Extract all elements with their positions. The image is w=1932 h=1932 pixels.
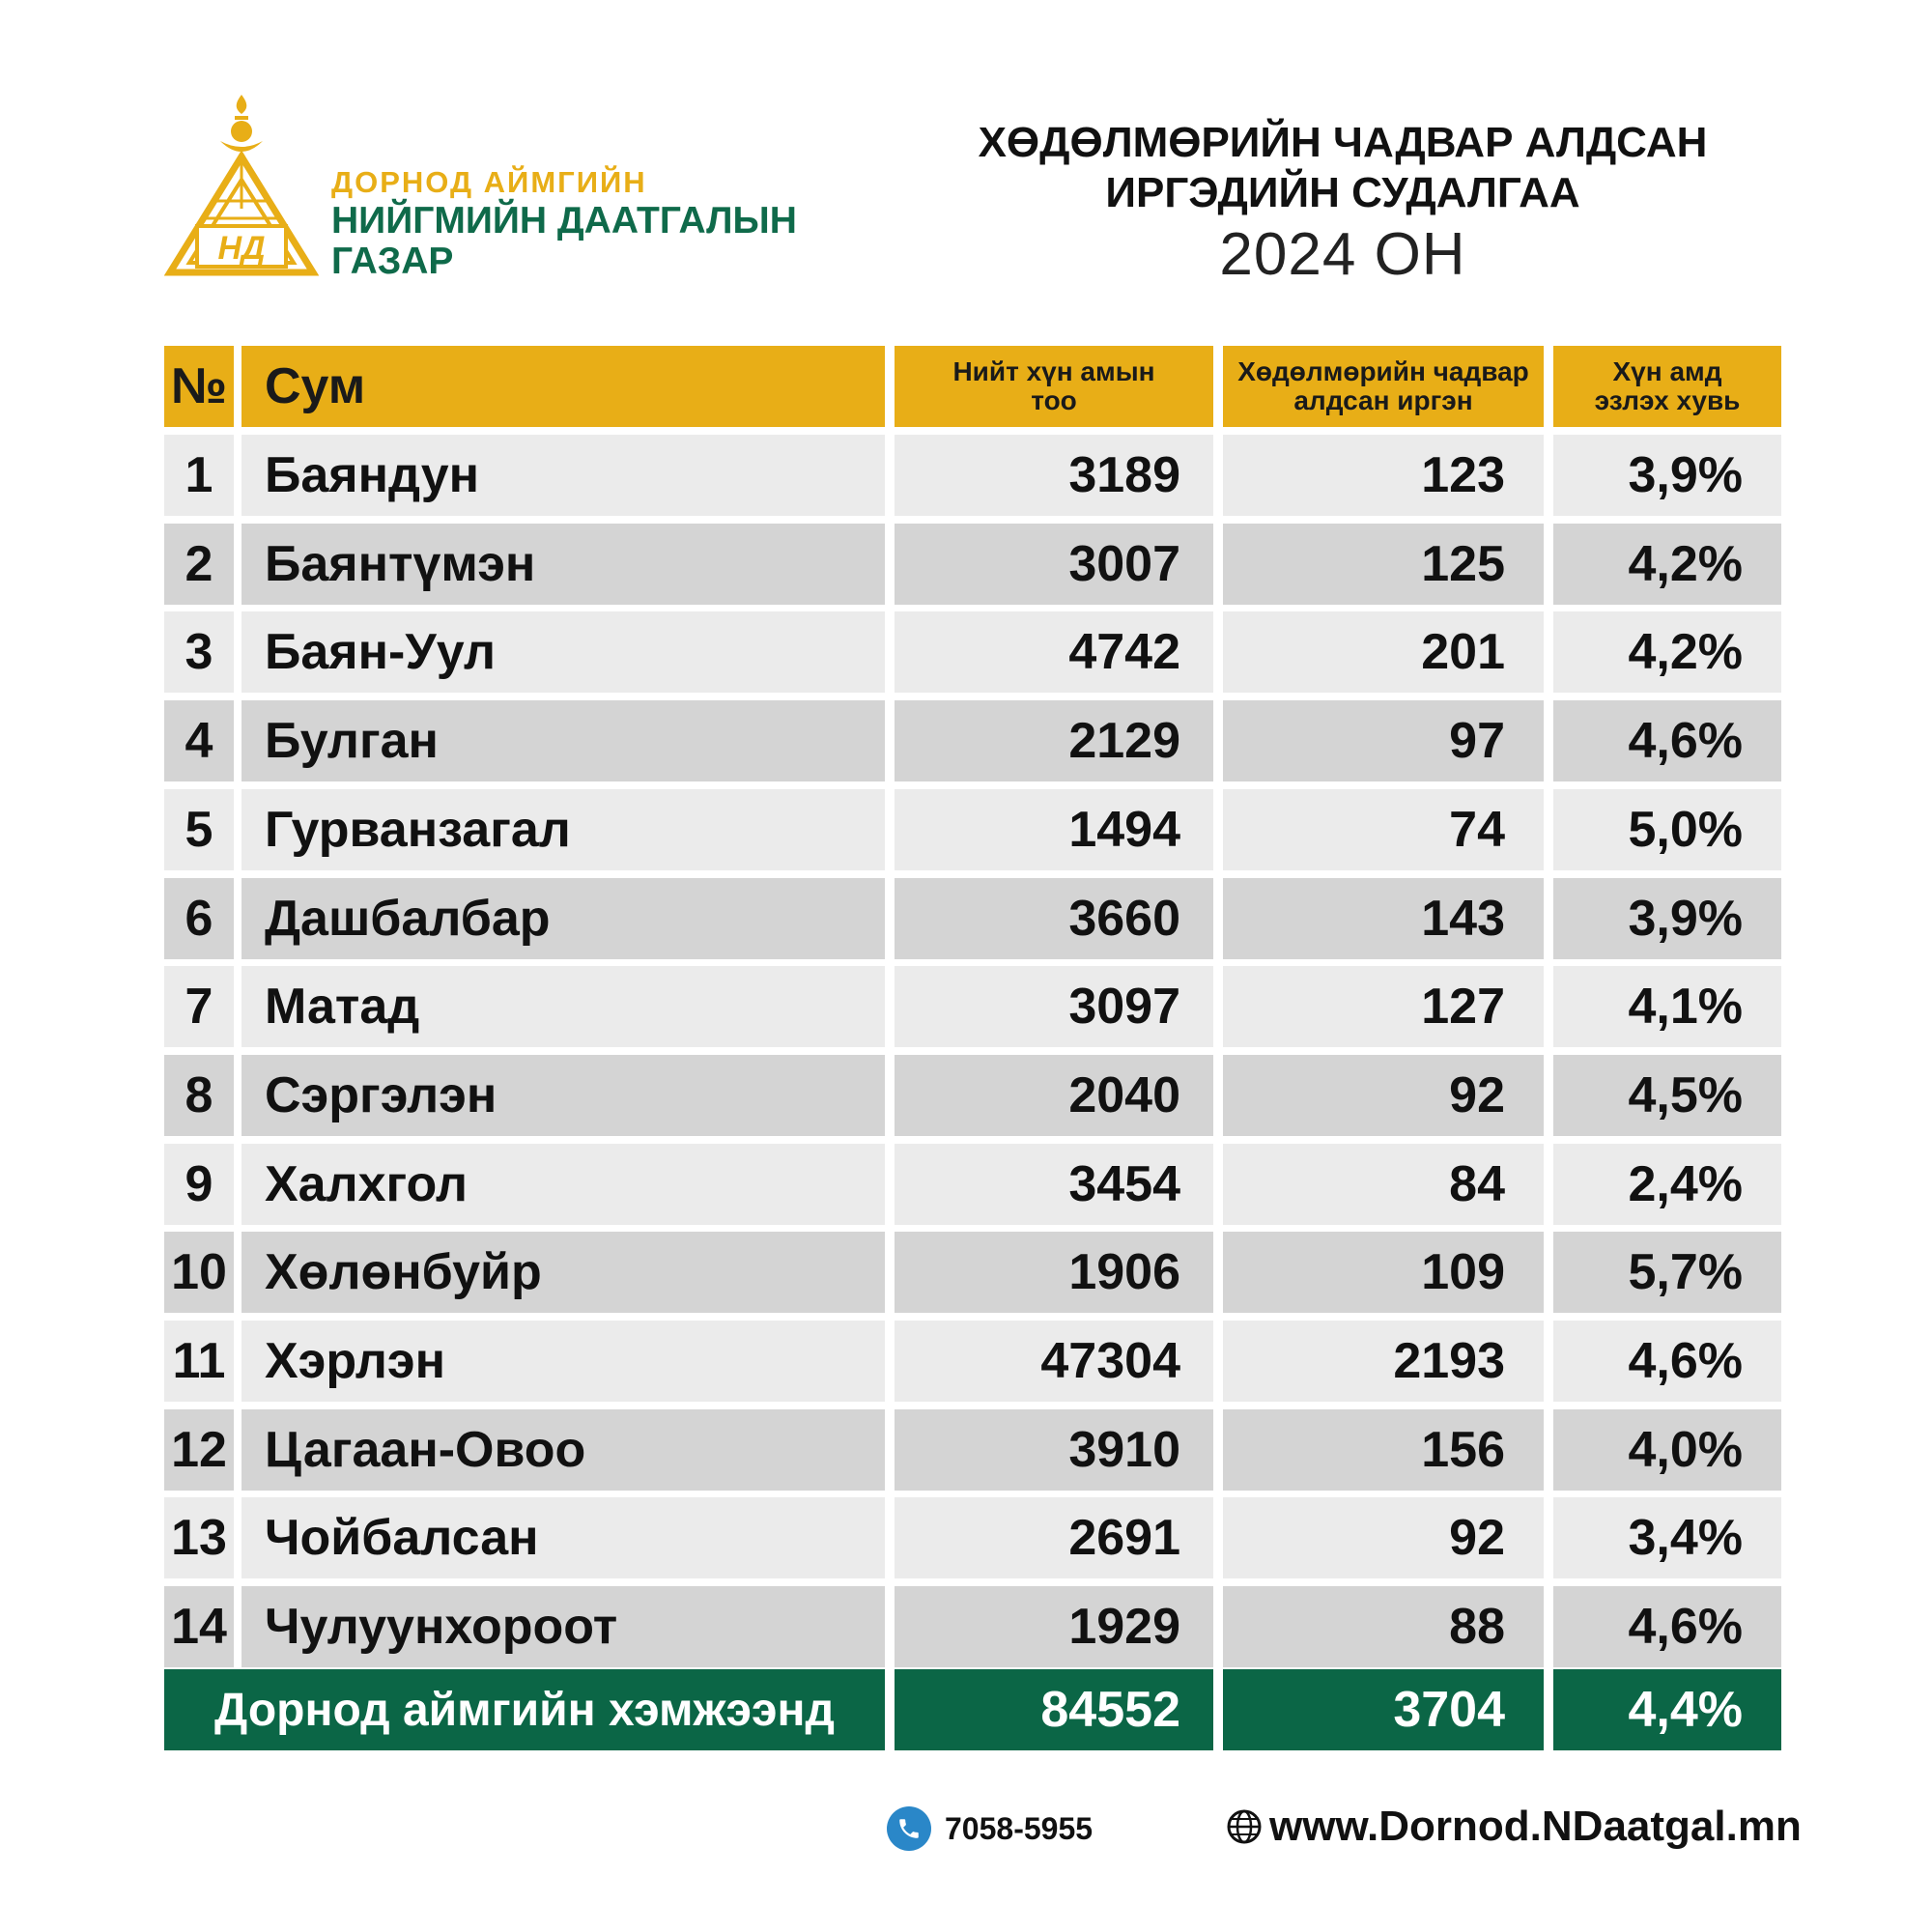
row-share: 4,6% (1553, 700, 1781, 781)
svg-text:НД: НД (217, 230, 266, 267)
row-population: 3007 (895, 524, 1213, 605)
row-population: 2691 (895, 1497, 1213, 1578)
row-population: 2040 (895, 1055, 1213, 1136)
row-sum-name: Хэрлэн (242, 1321, 885, 1402)
row-number: 1 (164, 435, 234, 516)
page-title (927, 118, 1758, 292)
row-share: 2,4% (1553, 1144, 1781, 1225)
header-disabled-line2: алдсан иргэн (1293, 385, 1473, 415)
total-label: Дорнод аймгийн хэмжээнд (164, 1669, 885, 1750)
row-disabled: 97 (1223, 700, 1544, 781)
footer-website[interactable] (1225, 1803, 1802, 1851)
row-number: 5 (164, 789, 234, 870)
row-disabled: 201 (1223, 611, 1544, 693)
organization-line2: НИЙГМИЙН ДААТГАЛЫН (331, 200, 797, 242)
row-population: 2129 (895, 700, 1213, 781)
row-share: 4,0% (1553, 1409, 1781, 1491)
row-share: 3,9% (1553, 878, 1781, 959)
row-number: 6 (164, 878, 234, 959)
row-number: 4 (164, 700, 234, 781)
row-sum-name: Дашбалбар (242, 878, 885, 959)
header-share-line1: Хүн амд (1612, 356, 1722, 386)
organization-line1: ДОРНОД АЙМГИЙН (331, 165, 647, 199)
organization-name (331, 164, 797, 282)
organization-logo (164, 93, 319, 278)
phone-number: 7058-5955 (945, 1810, 1094, 1846)
row-number: 2 (164, 524, 234, 605)
row-share: 4,2% (1553, 611, 1781, 693)
header-population (895, 346, 1213, 427)
row-share: 4,6% (1553, 1321, 1781, 1402)
row-disabled: 74 (1223, 789, 1544, 870)
row-sum-name: Халхгол (242, 1144, 885, 1225)
row-disabled: 127 (1223, 966, 1544, 1047)
footer-phone[interactable] (887, 1806, 1093, 1851)
row-population: 3097 (895, 966, 1213, 1047)
phone-icon (887, 1806, 931, 1851)
header-share (1553, 346, 1781, 427)
row-population: 3189 (895, 435, 1213, 516)
row-disabled: 109 (1223, 1232, 1544, 1313)
header-sum: Сум (242, 346, 885, 427)
row-sum-name: Хөлөнбуйр (242, 1232, 885, 1313)
row-sum-name: Баянтүмэн (242, 524, 885, 605)
header-population-line1: Нийт хүн амын (952, 356, 1155, 386)
row-sum-name: Чулуунхороот (242, 1586, 885, 1667)
row-disabled: 143 (1223, 878, 1544, 959)
row-population: 4742 (895, 611, 1213, 693)
row-disabled: 92 (1223, 1055, 1544, 1136)
row-sum-name: Сэргэлэн (242, 1055, 885, 1136)
row-sum-name: Чойбалсан (242, 1497, 885, 1578)
row-number: 12 (164, 1409, 234, 1491)
row-share: 3,9% (1553, 435, 1781, 516)
row-sum-name: Цагаан-Овоо (242, 1409, 885, 1491)
title-line1: ХӨДӨЛМӨРИЙН ЧАДВАР АЛДСАН (978, 119, 1708, 166)
row-share: 4,1% (1553, 966, 1781, 1047)
row-population: 1906 (895, 1232, 1213, 1313)
website-url: www.Dornod.NDaatgal.mn (1269, 1803, 1802, 1850)
total-share: 4,4% (1553, 1669, 1781, 1750)
row-number: 13 (164, 1497, 234, 1578)
row-population: 3660 (895, 878, 1213, 959)
row-number: 3 (164, 611, 234, 693)
row-number: 10 (164, 1232, 234, 1313)
row-sum-name: Матад (242, 966, 885, 1047)
row-number: 14 (164, 1586, 234, 1667)
header-share-line2: эзлэх хувь (1594, 385, 1741, 415)
header-disabled (1223, 346, 1544, 427)
total-disabled: 3704 (1223, 1669, 1544, 1750)
title-year: 2024 ОН (1219, 221, 1466, 288)
row-disabled: 125 (1223, 524, 1544, 605)
row-sum-name: Баян-Уул (242, 611, 885, 693)
row-share: 4,2% (1553, 524, 1781, 605)
row-population: 3910 (895, 1409, 1213, 1491)
row-disabled: 92 (1223, 1497, 1544, 1578)
row-share: 4,6% (1553, 1586, 1781, 1667)
row-number: 7 (164, 966, 234, 1047)
row-sum-name: Гурванзагал (242, 789, 885, 870)
row-sum-name: Булган (242, 700, 885, 781)
row-share: 3,4% (1553, 1497, 1781, 1578)
row-population: 47304 (895, 1321, 1213, 1402)
header-population-line2: тоо (1031, 385, 1077, 415)
row-population: 1494 (895, 789, 1213, 870)
organization-line3: ГАЗАР (331, 241, 454, 282)
row-disabled: 156 (1223, 1409, 1544, 1491)
header-no: № (164, 346, 234, 427)
row-disabled: 84 (1223, 1144, 1544, 1225)
total-population: 84552 (895, 1669, 1213, 1750)
title-line2: ИРГЭДИЙН СУДАЛГАА (1105, 169, 1580, 216)
row-disabled: 2193 (1223, 1321, 1544, 1402)
globe-icon (1225, 1807, 1264, 1846)
row-share: 5,7% (1553, 1232, 1781, 1313)
row-disabled: 88 (1223, 1586, 1544, 1667)
row-sum-name: Баяндун (242, 435, 885, 516)
row-population: 1929 (895, 1586, 1213, 1667)
row-population: 3454 (895, 1144, 1213, 1225)
header-disabled-line1: Хөдөлмөрийн чадвар (1237, 356, 1529, 386)
row-number: 9 (164, 1144, 234, 1225)
row-share: 5,0% (1553, 789, 1781, 870)
row-number: 11 (164, 1321, 234, 1402)
row-share: 4,5% (1553, 1055, 1781, 1136)
row-number: 8 (164, 1055, 234, 1136)
row-disabled: 123 (1223, 435, 1544, 516)
